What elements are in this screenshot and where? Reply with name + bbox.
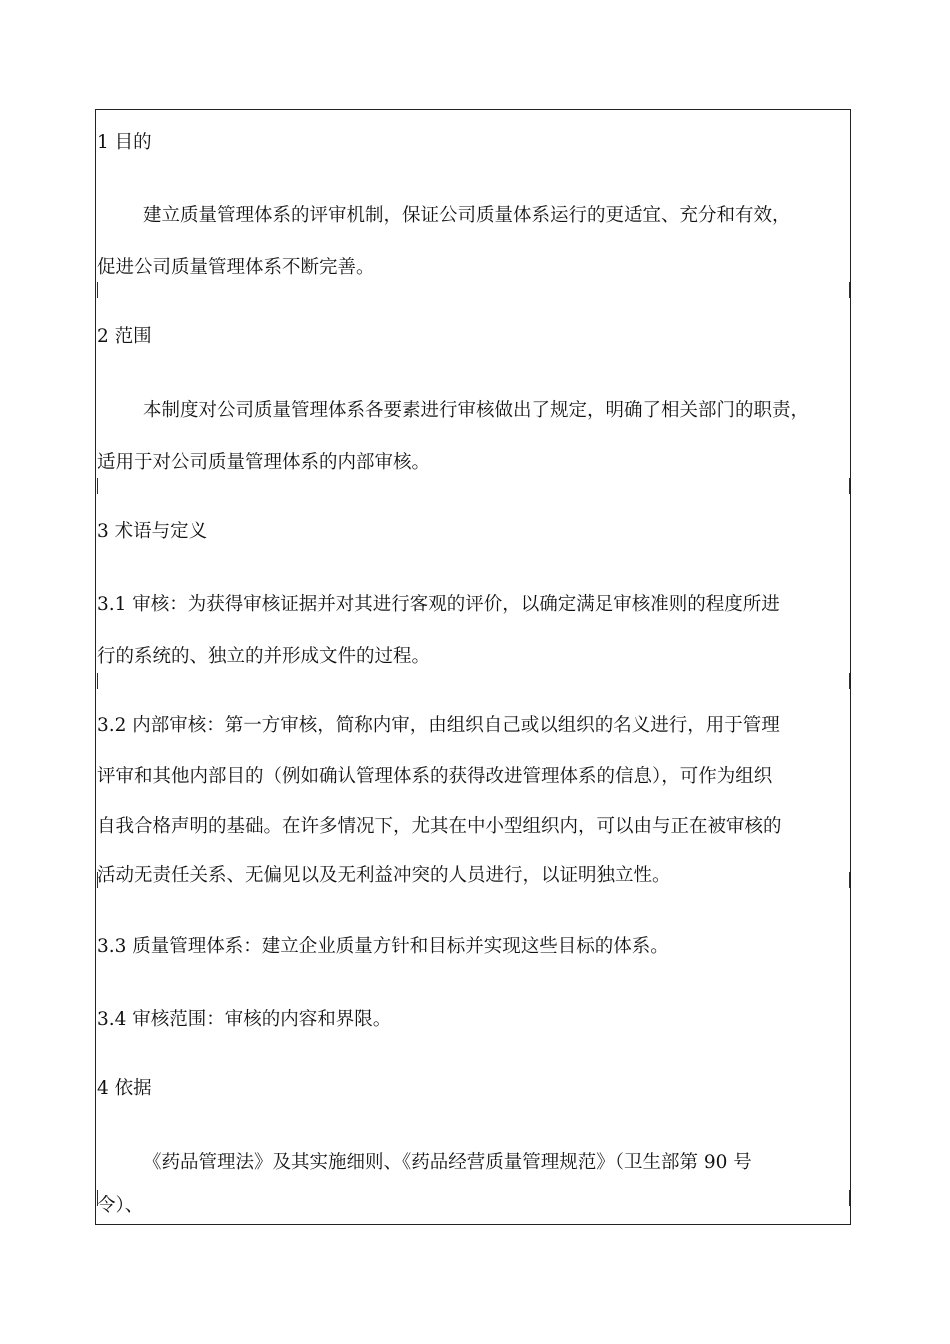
- paragraph-line: 本制度对公司质量管理体系各要素进行审核做出了规定，明确了相关部门的职责，: [143, 400, 810, 421]
- right-edge-mark: [849, 872, 850, 888]
- section-heading-scope: 2 范围: [97, 326, 152, 347]
- paragraph-line: 3.2 内部审核：第一方审核，简称内审，由组织自己或以组织的名义进行，用于管理: [97, 715, 780, 736]
- right-edge-mark: [849, 282, 850, 298]
- paragraph-line: 3.4 审核范围：审核的内容和界限。: [97, 1009, 392, 1030]
- paragraph-line: 3.1 审核：为获得审核证据并对其进行客观的评价，以确定满足审核准则的程度所进: [97, 594, 780, 615]
- paragraph-line: 自我合格声明的基础。在许多情况下，尤其在中小型组织内，可以由与正在被审核的: [97, 816, 782, 837]
- paragraph-line: 令）、: [97, 1195, 144, 1216]
- right-edge-mark: [849, 1190, 850, 1206]
- paragraph-line: 评审和其他内部目的（例如确认管理体系的获得改进管理体系的信息），可作为组织: [97, 766, 773, 787]
- paragraph-line: 建立质量管理体系的评审机制，保证公司质量体系运行的更适宜、充分和有效，: [143, 205, 791, 226]
- section-heading-purpose: 1 目的: [97, 132, 152, 153]
- left-edge-mark: [97, 282, 98, 298]
- left-edge-mark: [97, 673, 98, 689]
- paragraph-line: 3.3 质量管理体系：建立企业质量方针和目标并实现这些目标的体系。: [97, 936, 669, 957]
- section-heading-basis: 4 依据: [97, 1078, 152, 1099]
- paragraph-line: 《药品管理法》及其实施细则、《药品经营质量管理规范》（卫生部第 90 号: [143, 1152, 752, 1173]
- section-heading-terms: 3 术语与定义: [97, 521, 208, 542]
- paragraph-line: 行的系统的、独立的并形成文件的过程。: [97, 646, 431, 667]
- paragraph-line: 促进公司质量管理体系不断完善。: [97, 257, 375, 278]
- right-edge-mark: [849, 478, 850, 494]
- right-edge-mark: [849, 673, 850, 689]
- left-edge-mark: [97, 478, 98, 494]
- paragraph-line: 活动无责任关系、无偏见以及无利益冲突的人员进行，以证明独立性。: [97, 865, 671, 886]
- paragraph-line: 适用于对公司质量管理体系的内部审核。: [97, 452, 431, 473]
